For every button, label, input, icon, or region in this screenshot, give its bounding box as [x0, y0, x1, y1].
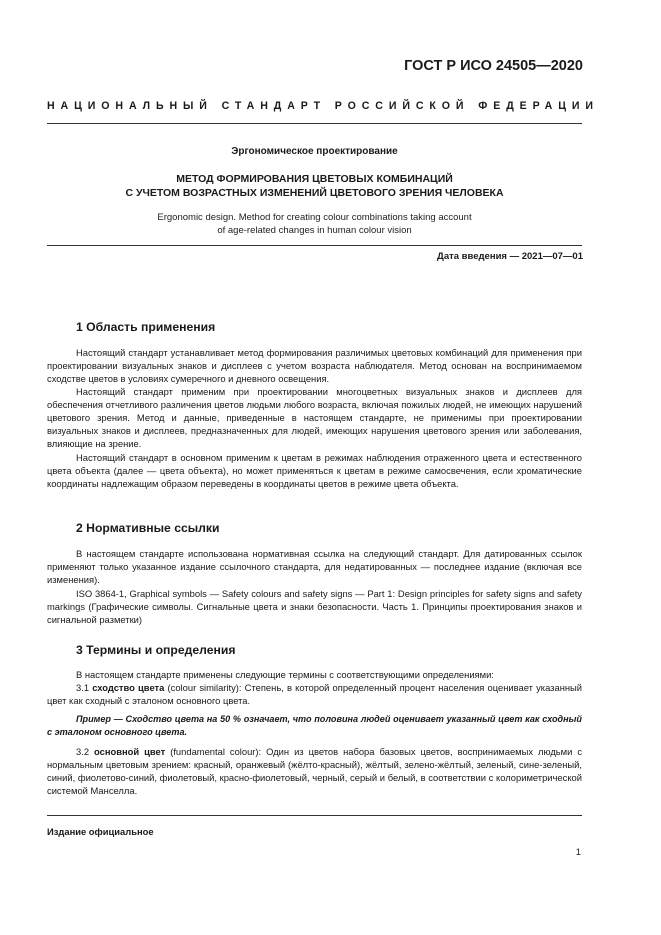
title-rule [47, 245, 582, 246]
english-title-line-2: of age-related changes in human colour vision [217, 225, 412, 236]
example-note: Пример — Сходство цвета на 50 % означает, что половина людей оценивает указанный цвет как сходный с эталоном основного цвета. [47, 714, 582, 737]
section-2-paragraph-1: В настоящем стандарте использована нормативная ссылка на следующий стандарт. Для датированных ссылок применяют только указанное издание ссылочного стандарта, для недатированных — последнее издание (включая все изменения). [47, 548, 582, 586]
section-3-heading: 3 Термины и определения [76, 643, 236, 657]
section-3-intro: В настоящем стандарте применены следующие термины с соответствующими определениями: [76, 669, 494, 680]
english-title-line-1: Ergonomic design. Method for creating colour combinations taking account [157, 212, 472, 223]
official-edition-label: Издание официальное [47, 826, 154, 837]
section-1-paragraph-2: Настоящий стандарт применим при проектировании многоцветных визуальных знаков и дисплеев для обеспечения отчетливого различения цветов людьми любого возраста, включая пожилых людей, не имеющих нарушений цветового зрения. Метод и данные, приведенные в настоящем стандарте, не применимы при проектировании визуальных знаков и дисплеев, предназначенных для людей, имеющих нарушения цветового зрения или заболевания, влияющие на зрение. [47, 386, 582, 450]
document-title [47, 172, 582, 200]
english-title [47, 211, 582, 237]
term-3-1-name: сходство цвета [92, 682, 165, 693]
section-1-paragraph-3: Настоящий стандарт в основном применим к цветам в режимах наблюдения отраженного цвета и естественного цвета объекта (далее — цвета объекта), но может применяться к цветам в режиме самосвечения, если хроматические координаты надлежащим образом переведены в координаты цветов в режиме цвета объекта. [47, 452, 582, 490]
footer-rule [47, 815, 582, 816]
document-subtitle: Эргономическое проектирование [231, 146, 398, 157]
section-1-heading: 1 Область применения [76, 320, 216, 334]
term-3-2-name: основной цвет [94, 746, 166, 757]
section-2-reference: ISO 3864-1, Graphical symbols — Safety colours and safety signs — Part 1: Design principles for safety signs and safety markings (Графические символы. Сигнальные цвета и знаки безопасности. Часть 1. Принципы проектирования знаков и сигнальной разметки) [47, 588, 582, 626]
header-rule [47, 123, 582, 124]
term-3-2: 3.2 основной цвет (fundamental colour): Один из цветов набора базовых цветов, воспринимаемых людьми с нормальным цветовым зрением: красный, оранжевый (жёлто-красный), жёлтый, зелено-жёлтый, зеленый, сине-зеленый, синий, фиолетово-синий, фиолетовый, красно-фиолетовый, черный, серый и белый, в соответствии с колориметрической системой Манселла. [47, 746, 583, 797]
standard-title: НАЦИОНАЛЬНЫЙ СТАНДАРТ РОССИЙСКОЙ ФЕДЕРАЦИИ [47, 100, 599, 112]
intro-date: Дата введения — 2021—07—01 [437, 251, 583, 262]
title-line-2: С УЧЕТОМ ВОЗРАСТНЫХ ИЗМЕНЕНИЙ ЦВЕТОВОГО ЗРЕНИЯ ЧЕЛОВЕКА [125, 187, 504, 199]
section-1-paragraph-1: Настоящий стандарт устанавливает метод формирования различимых цветовых комбинаций для применения при проектировании визуальных знаков и дисплеев с учетом возраста наблюдателя. Метод основан на воспринимаемом сходстве цветов в условиях сумеречного и дневного освещения. [47, 347, 582, 385]
gost-code: ГОСТ Р ИСО 24505—2020 [404, 58, 583, 74]
page-number: 1 [575, 846, 581, 857]
term-3-1: 3.1 сходство цвета (colour similarity): Степень, в которой определенный процент населения оценивает указанный цвет как сходный с эталоном основного цвета. [47, 682, 583, 707]
section-2-heading: 2 Нормативные ссылки [76, 521, 220, 535]
title-line-1: МЕТОД ФОРМИРОВАНИЯ ЦВЕТОВЫХ КОМБИНАЦИЙ [176, 173, 453, 185]
